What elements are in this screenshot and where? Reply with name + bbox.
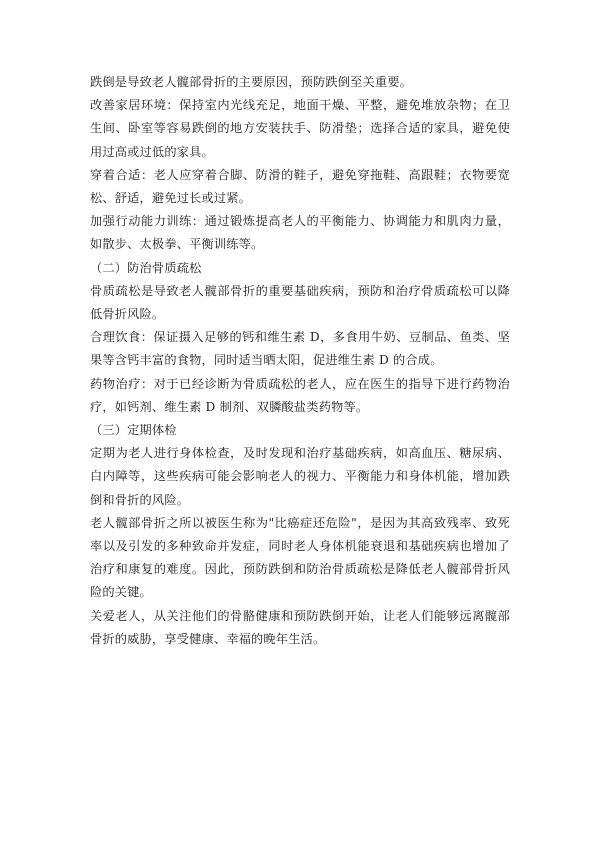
paragraph-osteoporosis-intro: 骨质疏松是导致老人髋部骨折的重要基础疾病，预防和治疗骨质疏松可以降低骨折风险。 — [90, 283, 510, 322]
paragraph-medication: 药物治疗：对于已经诊断为骨质疏松的老人，应在医生的指导下进行药物治疗，如钙剂、维生素 D 制剂、双膦酸盐类药物等。 — [90, 376, 510, 414]
paragraph-mobility-training: 加强行动能力训练：通过锻炼提高老人的平衡能力、协调能力和肌肉力量，如散步、太极拳、平衡训练等。 — [90, 214, 510, 252]
section-heading-osteoporosis: （二）防治骨质疏松 — [90, 260, 202, 275]
paragraph-conclusion: 老人髋部骨折之所以被医生称为"比癌症还危险"，是因为其高致残率、致死率以及引发的多种致命并发症，同时老人身体机能衰退和基础疾病也增加了治疗和康复的难度。因此，预防跌倒和防治骨质疏松是降低老人髋部骨折风险的关键。 — [90, 515, 510, 600]
paragraph-home-environment: 改善家居环境：保持室内光线充足，地面干燥、平整，避免堆放杂物；在卫生间、卧室等容易跌倒的地方安装扶手、防滑垫；选择合适的家具，避免使用过高或过低的家具。 — [90, 98, 510, 159]
paragraph-checkup: 定期为老人进行身体检查，及时发现和治疗基础疾病，如高血压、糖尿病、白内障等，这些疾病可能会影响老人的视力、平衡能力和身体机能，增加跌倒和骨折的风险。 — [90, 446, 510, 507]
document-body — [90, 71, 510, 651]
paragraph-fall-cause: 跌倒是导致老人髋部骨折的主要原因，预防跌倒至关重要。 — [90, 75, 413, 89]
paragraph-proper-clothing: 穿着合适：老人应穿着合脚、防滑的鞋子，避免穿拖鞋、高跟鞋；衣物要宽松、舒适，避免过长或过紧。 — [90, 167, 510, 206]
paragraph-closing: 关爱老人，从关注他们的骨骼健康和预防跌倒开始，让老人们能够远离髋部骨折的威胁，享受健康、幸福的晚年生活。 — [90, 608, 510, 646]
paragraph-diet: 合理饮食：保证摄入足够的钙和维生素 D，多食用牛奶、豆制品、鱼类、坚果等含钙丰富的食物，同时适当晒太阳，促进维生素 D 的合成。 — [90, 330, 510, 368]
section-heading-checkup: （三）定期体检 — [90, 423, 177, 438]
